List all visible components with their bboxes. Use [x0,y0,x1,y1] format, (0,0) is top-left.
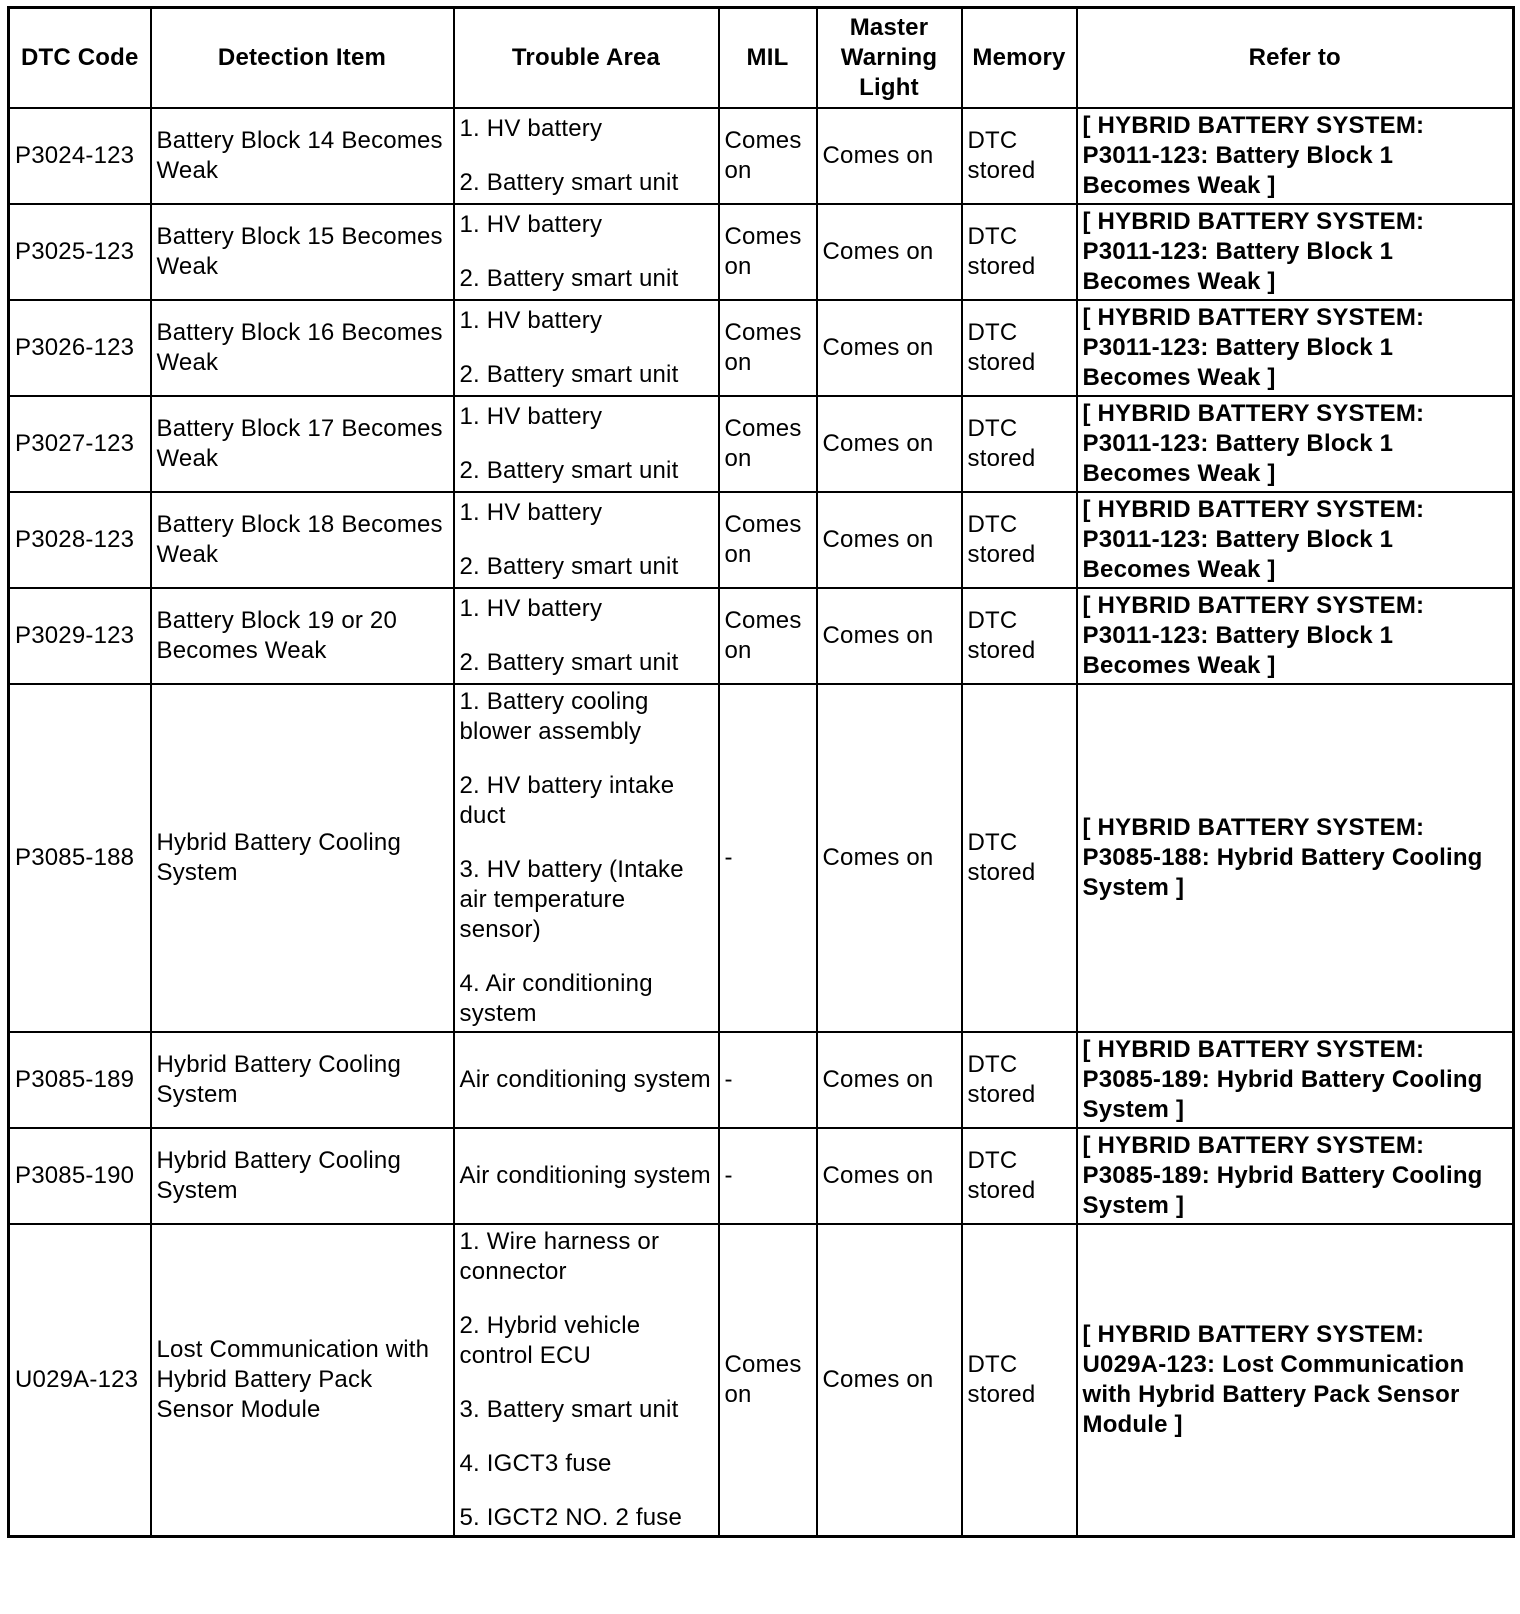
cell-trouble-area [454,300,719,396]
cell-refer-to: [ HYBRID BATTERY SYSTEM: P3011-123: Battery Block 1 Becomes Weak ] [1077,300,1514,396]
table-row [9,396,1514,492]
cell-mil: - [719,684,817,1032]
cell-detection-item: Battery Block 15 Becomes Weak [151,204,454,300]
cell-detection-item: Lost Communication with Hybrid Battery Pack Sensor Module [151,1224,454,1537]
trouble-area-item: 1. HV battery [459,307,603,334]
cell-refer-to: [ HYBRID BATTERY SYSTEM: P3085-189: Hybrid Battery Cooling System ] [1077,1128,1514,1224]
trouble-area-item: Air conditioning system [459,1066,711,1093]
cell-master-warning-light: Comes on [817,1032,962,1128]
cell-memory: DTC stored [962,108,1077,204]
cell-master-warning-light: Comes on [817,204,962,300]
cell-dtc-code: P3026-123 [9,300,151,396]
cell-refer-to: [ HYBRID BATTERY SYSTEM: P3085-188: Hybrid Battery Cooling System ] [1077,684,1514,1032]
cell-trouble-area [454,1224,719,1537]
cell-trouble-area [454,492,719,588]
cell-master-warning-light: Comes on [817,1224,962,1537]
cell-refer-to: [ HYBRID BATTERY SYSTEM: P3011-123: Battery Block 1 Becomes Weak ] [1077,396,1514,492]
cell-memory: DTC stored [962,492,1077,588]
table-row [9,204,1514,300]
header-detection-item: Detection Item [151,8,454,109]
trouble-area-item: 4. Air conditioning system [459,970,653,1027]
trouble-area-item: Air conditioning system [459,1162,711,1189]
cell-detection-item: Battery Block 14 Becomes Weak [151,108,454,204]
cell-dtc-code: P3085-188 [9,684,151,1032]
cell-master-warning-light: Comes on [817,1128,962,1224]
cell-master-warning-light: Comes on [817,588,962,684]
cell-memory: DTC stored [962,684,1077,1032]
trouble-area-item: 1. HV battery [459,595,603,622]
cell-dtc-code: P3029-123 [9,588,151,684]
trouble-area-item: 2. Battery smart unit [459,649,679,676]
cell-refer-to: [ HYBRID BATTERY SYSTEM: P3011-123: Battery Block 1 Becomes Weak ] [1077,108,1514,204]
cell-mil: - [719,1128,817,1224]
trouble-area-item: 2. Battery smart unit [459,361,679,388]
header-mil: MIL [719,8,817,109]
trouble-area-item: 2. HV battery intake duct [459,772,675,829]
cell-mil: Comes on [719,108,817,204]
trouble-area-item: 2. Battery smart unit [459,169,679,196]
header-master-warning-light: Master Warning Light [817,8,962,109]
cell-dtc-code: P3085-190 [9,1128,151,1224]
table-row [9,588,1514,684]
table-body [9,108,1514,1537]
cell-trouble-area [454,396,719,492]
header-trouble-area: Trouble Area [454,8,719,109]
trouble-area-item: 5. IGCT2 NO. 2 fuse [459,1504,683,1531]
cell-dtc-code: P3085-189 [9,1032,151,1128]
cell-memory: DTC stored [962,396,1077,492]
dtc-table [7,6,1515,1538]
cell-refer-to: [ HYBRID BATTERY SYSTEM: P3011-123: Battery Block 1 Becomes Weak ] [1077,492,1514,588]
cell-mil: - [719,1032,817,1128]
header-refer-to: Refer to [1077,8,1514,109]
table-row [9,1224,1514,1537]
cell-detection-item: Battery Block 17 Becomes Weak [151,396,454,492]
cell-refer-to: [ HYBRID BATTERY SYSTEM: P3011-123: Battery Block 1 Becomes Weak ] [1077,204,1514,300]
cell-trouble-area [454,1128,719,1224]
cell-memory: DTC stored [962,300,1077,396]
cell-trouble-area [454,1032,719,1128]
trouble-area-item: 3. HV battery (Intake air temperature sensor) [459,856,684,943]
cell-detection-item: Hybrid Battery Cooling System [151,1128,454,1224]
trouble-area-item: 2. Battery smart unit [459,265,679,292]
table-row [9,1128,1514,1224]
cell-trouble-area [454,204,719,300]
cell-trouble-area [454,588,719,684]
cell-memory: DTC stored [962,588,1077,684]
header-row [9,8,1514,109]
cell-trouble-area [454,684,719,1032]
trouble-area-item: 2. Battery smart unit [459,553,679,580]
cell-memory: DTC stored [962,1032,1077,1128]
table-row [9,300,1514,396]
cell-master-warning-light: Comes on [817,300,962,396]
cell-mil: Comes on [719,588,817,684]
trouble-area-item: 2. Hybrid vehicle control ECU [459,1312,641,1369]
cell-memory: DTC stored [962,1128,1077,1224]
trouble-area-item: 1. Wire harness or connector [459,1228,660,1285]
trouble-area-item: 1. HV battery [459,115,603,142]
table-row [9,108,1514,204]
cell-dtc-code: U029A-123 [9,1224,151,1537]
dtc-document [7,6,1515,1538]
trouble-area-item: 2. Battery smart unit [459,457,679,484]
cell-dtc-code: P3027-123 [9,396,151,492]
cell-master-warning-light: Comes on [817,396,962,492]
cell-trouble-area [454,108,719,204]
cell-dtc-code: P3024-123 [9,108,151,204]
cell-mil: Comes on [719,1224,817,1537]
cell-dtc-code: P3025-123 [9,204,151,300]
cell-refer-to: [ HYBRID BATTERY SYSTEM: P3011-123: Battery Block 1 Becomes Weak ] [1077,588,1514,684]
cell-master-warning-light: Comes on [817,108,962,204]
cell-refer-to: [ HYBRID BATTERY SYSTEM: P3085-189: Hybrid Battery Cooling System ] [1077,1032,1514,1128]
trouble-area-item: 1. Battery cooling blower assembly [459,688,649,745]
trouble-area-item: 1. HV battery [459,211,603,238]
trouble-area-item: 4. IGCT3 fuse [459,1450,612,1477]
trouble-area-item: 1. HV battery [459,499,603,526]
trouble-area-item: 1. HV battery [459,403,603,430]
cell-master-warning-light: Comes on [817,684,962,1032]
table-row [9,1032,1514,1128]
cell-mil: Comes on [719,300,817,396]
cell-mil: Comes on [719,396,817,492]
cell-mil: Comes on [719,204,817,300]
cell-memory: DTC stored [962,204,1077,300]
cell-mil: Comes on [719,492,817,588]
cell-dtc-code: P3028-123 [9,492,151,588]
cell-refer-to: [ HYBRID BATTERY SYSTEM: U029A-123: Lost Communication with Hybrid Battery Pack Sensor Module ] [1077,1224,1514,1537]
cell-master-warning-light: Comes on [817,492,962,588]
table-row [9,684,1514,1032]
cell-detection-item: Hybrid Battery Cooling System [151,684,454,1032]
header-dtc-code: DTC Code [9,8,151,109]
table-header [9,8,1514,109]
header-memory: Memory [962,8,1077,109]
cell-detection-item: Battery Block 19 or 20 Becomes Weak [151,588,454,684]
cell-detection-item: Battery Block 16 Becomes Weak [151,300,454,396]
table-row [9,492,1514,588]
cell-detection-item: Battery Block 18 Becomes Weak [151,492,454,588]
trouble-area-item: 3. Battery smart unit [459,1396,679,1423]
cell-memory: DTC stored [962,1224,1077,1537]
cell-detection-item: Hybrid Battery Cooling System [151,1032,454,1128]
